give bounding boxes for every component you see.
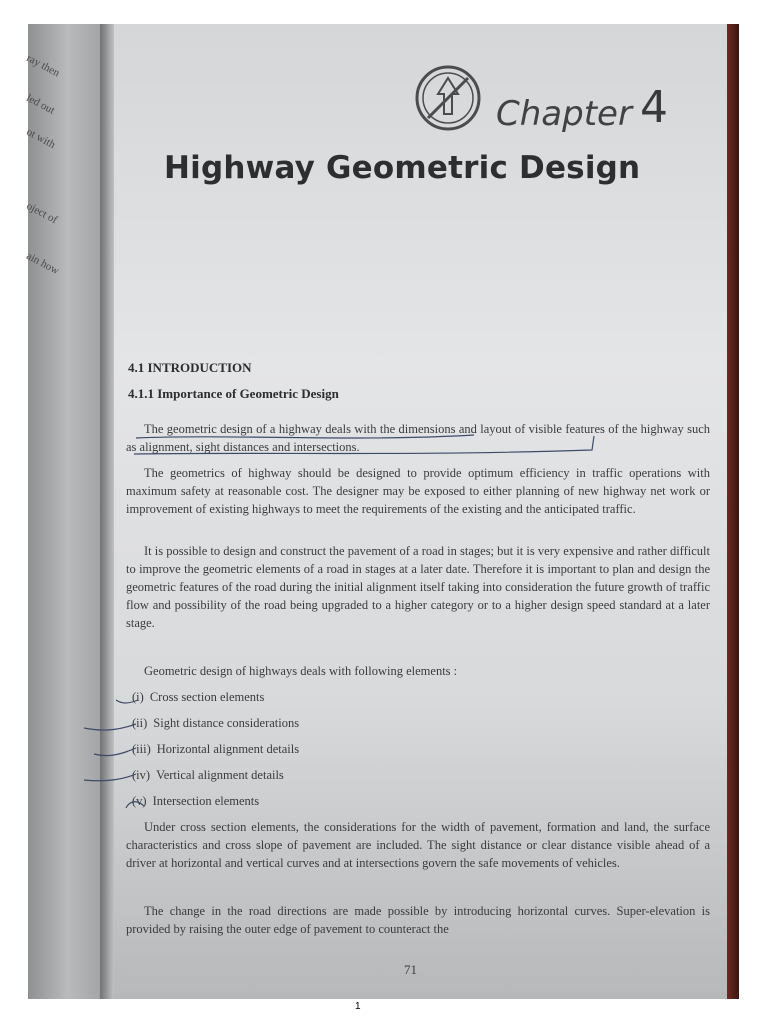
paragraph: The geometric design of a highway deals with the dimensions and layout of visible features of the highway such as alignment, sight distances and intersections. [126, 422, 710, 454]
left-page [24, 24, 100, 999]
list-item: (v) Intersection elements [132, 794, 260, 808]
paragraph: Under cross section elements, the considerations for the width of pavement, formation and land, the surface characteristics and cross slope of pavement are included. The sight distance or clear distance visible ahead of a driver at horizontal and vertical curves and at intersections govern the safe movements of vehicles. [126, 820, 710, 870]
left-page-fragment: ray then [24, 52, 62, 80]
list-item: (iv) Vertical alignment details [132, 768, 284, 782]
chapter-title: Highway Geometric Design [164, 150, 641, 186]
paragraph: The change in the road directions are made possible by introducing horizontal curves. Super-elevation is provided by raising the outer edge of pavement to counteract the [126, 904, 710, 936]
paragraph: The geometrics of highway should be designed to provide optimum efficiency in traffic operations with maximum safety at reasonable cost. The designer may be exposed to either planning of new highway net work or improvement of existing highways to meet the requirements of the existing and the anticipated traffic. [126, 466, 710, 516]
book-photo [24, 24, 739, 999]
section-heading: 4.1 INTRODUCTION [128, 360, 252, 375]
right-page [114, 24, 727, 999]
page-number: 71 [404, 962, 417, 977]
chapter-label: Chapter [496, 94, 632, 134]
paragraph: Geometric design of highways deals with following elements : [144, 664, 458, 678]
paragraph: It is possible to design and construct the pavement of a road in stages; but it is very expensive and rather difficult to improve the geometric elements of a road in stages at a later date. Therefore it is important to plan and design the geometric features of the road during the initial alignment itself taking into consideration the future growth of traffic flow and possibility of the road being upgraded to a higher category or to a higher design speed standard at a later stage. [126, 544, 710, 630]
footer-page-number: 1 [355, 1001, 361, 1012]
left-page-fragment: ot with [24, 126, 58, 152]
left-page-fragment: led out [24, 92, 57, 117]
book-cover-edge [727, 24, 739, 999]
chapter-number: 4 [640, 82, 668, 133]
left-page-fragment: ain how [24, 250, 62, 278]
left-page-fragment: oject of [24, 200, 60, 227]
list-item: (i) Cross section elements [132, 690, 265, 704]
subsection-heading: 4.1.1 Importance of Geometric Design [128, 386, 339, 401]
no-turn-icon [414, 64, 482, 132]
list-item: (ii) Sight distance considerations [132, 716, 300, 730]
list-item: (iii) Horizontal alignment details [132, 742, 300, 756]
book-gutter [100, 24, 114, 999]
